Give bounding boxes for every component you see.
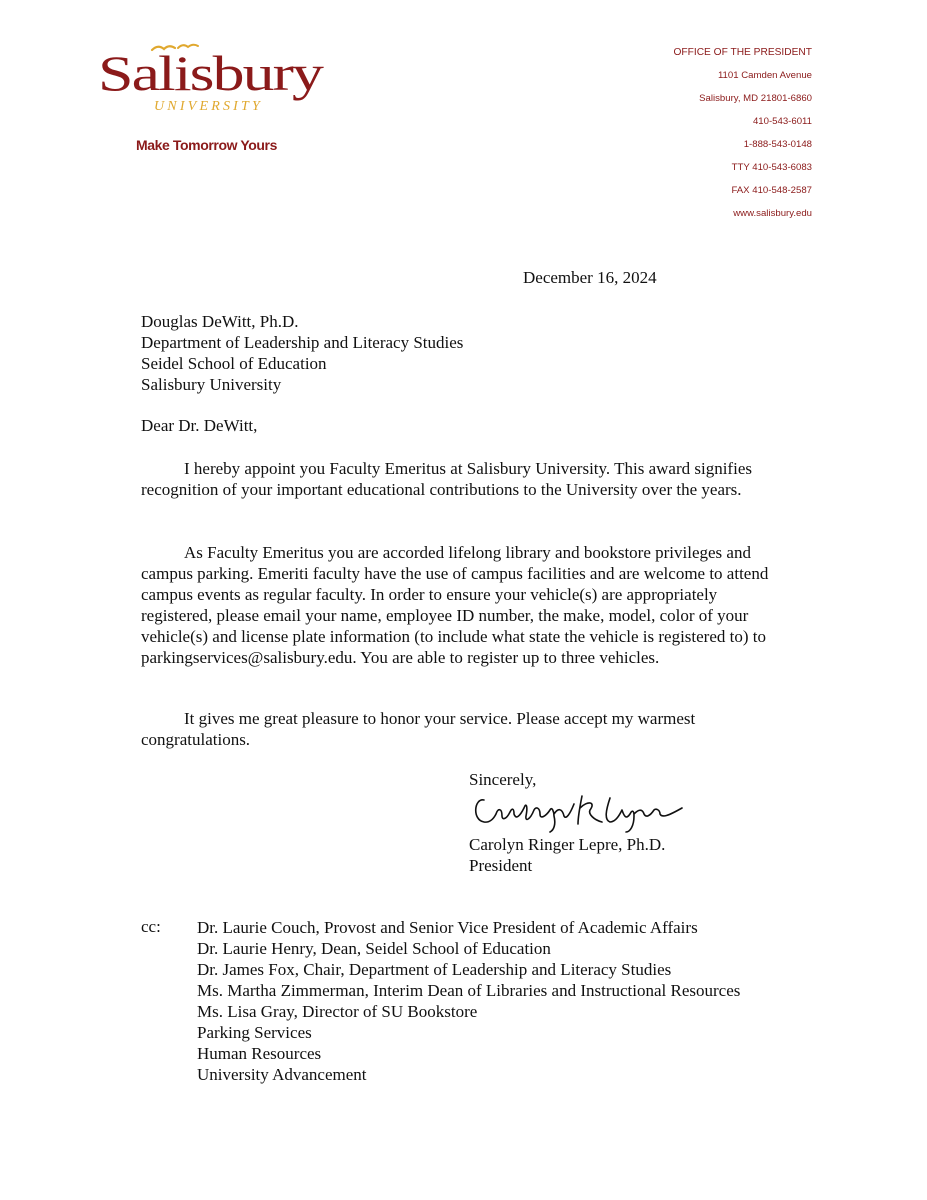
cc-recipient: Ms. Lisa Gray, Director of SU Bookstore: [197, 1002, 478, 1021]
cc-recipient: University Advancement: [197, 1065, 367, 1084]
street-address: 1101 Camden Avenue: [717, 70, 812, 81]
cc-recipient: Human Resources: [197, 1044, 322, 1063]
fax-number: FAX 410-548-2587: [731, 185, 812, 196]
body-paragraph: As Faculty Emeritus you are accorded lifelong library and bookstore privileges and campus parking. Emeriti faculty have the use of campus facilities and are welcome to attend campus events as regular faculty. In order to ensure your vehicle(s) are appropriately registered, please email your name, employee ID number, the make, model, color of your vehicle(s) and license plate information (to include what state the vehicle is registered to) to parkingservices@salisbury.edu. You are able to register up to three vehicles.: [141, 543, 769, 667]
body-paragraph: It gives me great pleasure to honor your service. Please accept my warmest congratulations.: [141, 709, 696, 749]
recipient-institution: Salisbury University: [141, 375, 282, 394]
website-link[interactable]: www.salisbury.edu: [733, 208, 812, 219]
recipient-department: Department of Leadership and Literacy Studies: [141, 333, 464, 352]
signatory-block: [469, 834, 665, 876]
phone-number: 410-543-6011: [752, 116, 812, 127]
cc-list: [197, 917, 740, 1085]
office-name: OFFICE OF THE PRESIDENT: [673, 47, 812, 58]
cc-recipient: Ms. Martha Zimmerman, Interim Dean of Libraries and Instructional Resources: [197, 981, 741, 1000]
cc-recipient: Dr. Laurie Henry, Dean, Seidel School of Education: [197, 939, 551, 958]
cc-label: cc:: [141, 917, 161, 936]
recipient-address: [141, 311, 463, 395]
recipient-school: Seidel School of Education: [141, 354, 327, 373]
tty-number: TTY 410-543-6083: [731, 162, 812, 173]
logo-wordmark: Salisbury: [98, 45, 324, 101]
cc-recipient: Dr. James Fox, Chair, Department of Leadership and Literacy Studies: [197, 960, 672, 979]
signatory-name: Carolyn Ringer Lepre, Ph.D.: [469, 835, 666, 854]
closing: Sincerely,: [469, 770, 537, 789]
logo-subtitle: UNIVERSITY: [154, 99, 263, 114]
handwritten-signature: [470, 786, 690, 834]
letter-date: December 16, 2024: [523, 268, 657, 287]
cc-recipient: Parking Services: [197, 1023, 312, 1042]
cc-recipient: Dr. Laurie Couch, Provost and Senior Vice President of Academic Affairs: [197, 918, 698, 937]
city-state-zip: Salisbury, MD 21801-6860: [699, 93, 812, 104]
contact-block: [674, 41, 813, 225]
body-paragraph: I hereby appoint you Faculty Emeritus at Salisbury University. This award signifies recognition of your important educational contributions to the University over the years.: [141, 459, 752, 499]
university-logo: [96, 40, 336, 120]
tagline: Make Tomorrow Yours: [136, 137, 277, 153]
recipient-name: Douglas DeWitt, Ph.D.: [141, 312, 299, 331]
toll-free-number: 1-888-543-0148: [743, 139, 812, 150]
salutation: Dear Dr. DeWitt,: [141, 416, 258, 435]
signatory-title: President: [469, 856, 533, 875]
